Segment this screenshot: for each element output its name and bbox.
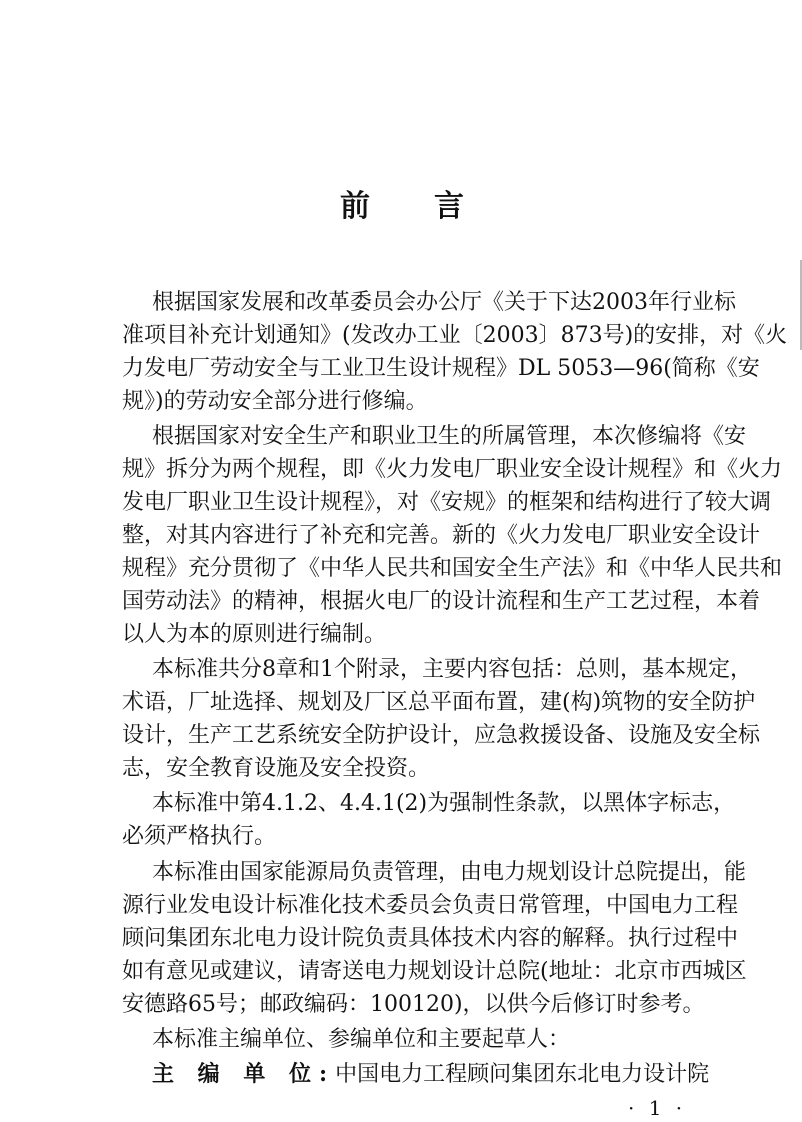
paragraph-line: 必须严格执行。 (122, 824, 277, 849)
paragraph-line: 本标准由国家能源局负责管理，由电力规划设计总院提出，能 (152, 860, 747, 885)
paragraph-line: 国劳动法》的精神，根据火电厂的设计流程和生产工艺过程，本着 (122, 589, 761, 614)
paragraph-line: 整，对其内容进行了补充和完善。新的《火力发电厂职业安全设计 (122, 523, 761, 548)
paragraph-line: 本标准主编单位、参编单位和主要起草人： (152, 1027, 571, 1052)
paragraph-line: 设计，生产工艺系统安全防护设计，应急救援设备、设施及安全标 (122, 723, 761, 748)
page-title: 前 言 (340, 189, 464, 224)
paragraph-line: 规》)的劳动安全部分进行修编。 (122, 389, 428, 414)
chief-editor-line (152, 1060, 718, 1089)
paragraph-line: 准项目补充计划通知》(发改办工业〔2003〕873号)的安排，对《火 (122, 323, 788, 348)
paragraph-line: 如有意见或建议，请寄送电力规划设计总院(地址：北京市西城区 (122, 959, 747, 984)
paragraph-line: 安德路65号；邮政编码：100120)，以供今后修订时参考。 (122, 992, 705, 1017)
chief-editor-value: 中国电力工程顾问集团东北电力设计院 (335, 1062, 710, 1087)
paragraph-line: 根据国家对安全生产和职业卫生的所属管理，本次修编将《安 (152, 424, 747, 449)
paragraph-line: 根据国家发展和改革委员会办公厅《关于下达2003年行业标 (152, 290, 736, 315)
paragraph-line: 源行业发电设计标准化技术委员会负责日常管理，中国电力工程 (122, 893, 739, 918)
paragraph-line: 规》拆分为两个规程，即《火力发电厂职业安全设计规程》和《火力 (122, 457, 783, 482)
page-number: · 1 · (628, 1096, 687, 1120)
paragraph-line: 力发电厂劳动安全与工业卫生设计规程》DL 5053—96(简称《安 (122, 356, 760, 381)
paragraph-line: 术语，厂址选择、规划及厂区总平面布置，建(构)筑物的安全防护 (122, 690, 756, 715)
paragraph-line: 本标准中第4.1.2、4.4.1(2)为强制性条款，以黑体字标志， (152, 791, 736, 816)
paragraph-line: 志，安全教育设施及安全投资。 (122, 756, 431, 781)
paragraph-line: 发电厂职业卫生设计规程》，对《安规》的框架和结构进行了较大调 (122, 490, 772, 515)
paragraph-line: 规程》充分贯彻了《中华人民共和国安全生产法》和《中华人民共和 (122, 556, 783, 581)
paragraph-line: 顾问集团东北电力设计院负责具体技术内容的解释。执行过程中 (122, 926, 739, 951)
chief-editor-label: 主 编 单 位: (152, 1061, 336, 1087)
paragraph-line: 以人为本的原则进行编制。 (122, 622, 387, 647)
paragraph-line: 本标准共分8章和1个附录，主要内容包括：总则，基本规定， (152, 657, 752, 682)
